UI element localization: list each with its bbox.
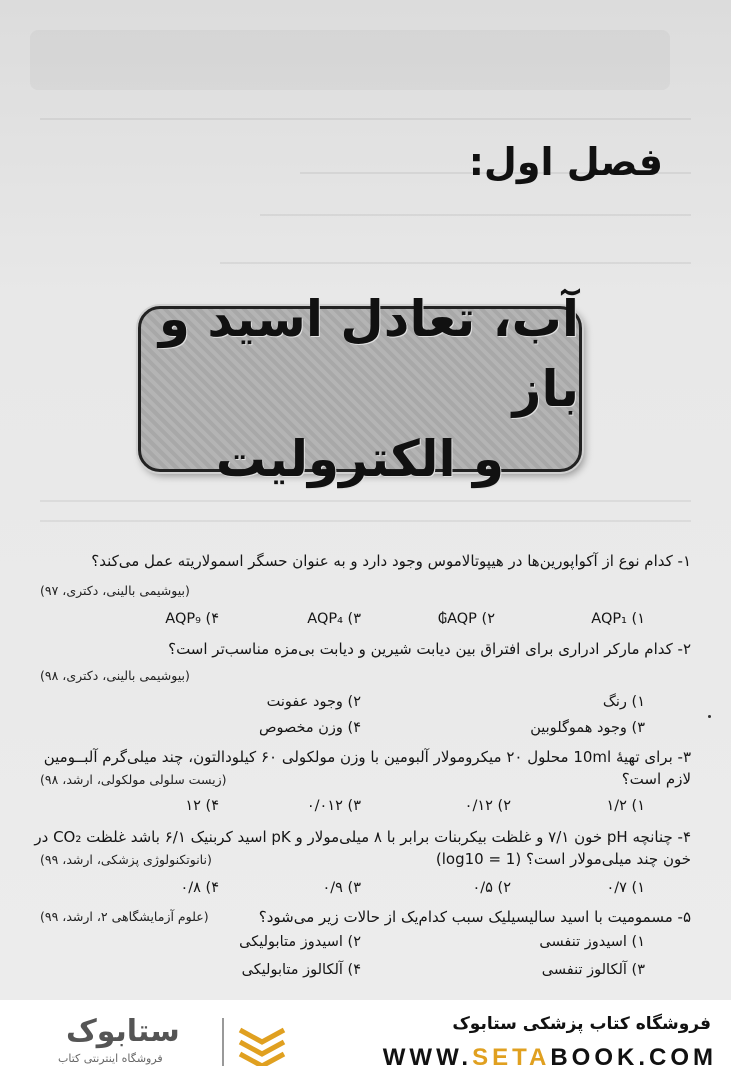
- bleed-through-line: [40, 118, 691, 120]
- question-3-source: (زیست سلولی مولکولی، ارشد، ۹۸): [40, 772, 227, 787]
- bleed-through-header: [30, 30, 670, 90]
- logo-wordmark: ستابوک: [66, 1014, 180, 1049]
- question-2-option-1: ۱) رنگ: [602, 694, 645, 710]
- store-logo[interactable]: [36, 1014, 286, 1070]
- question-1-source: (بیوشیمی بالینی، دکتری، ۹۷): [40, 583, 190, 598]
- chapter-title-line-1: آب، تعادل اسید و باز: [158, 290, 579, 418]
- question-2-source: (بیوشیمی بالینی، دکتری، ۹۸): [40, 668, 190, 683]
- question-2-option-2: ۲) وجود عفونت: [266, 694, 361, 710]
- question-4-option-3: ۳) ۰/۹: [322, 880, 361, 896]
- question-2-text: ۲- کدام مارکر ادراری برای افتراق بین دیابت شیرین و دیابت بی‌مزه مناسب‌تر است؟: [168, 640, 691, 658]
- question-1-option-1: ۱) AQP₁: [591, 611, 645, 627]
- store-footer: [0, 1000, 731, 1080]
- logo-tagline: فروشگاه اینترنتی کتاب: [58, 1052, 163, 1065]
- question-4-text: ۴- چنانچه pH خون ۷/۱ و غلظت بیکربنات برابر با ۸ میلی‌مولار و pK اسید کربنیک ۶/۱ باشد غلظت CO₂ در خون چند میلی‌مولار است؟ (log10 = 1): [34, 828, 691, 868]
- question-3-option-4: ۴) ۱۲: [185, 798, 219, 814]
- question-3-option-3: ۳) ۰/۰۱۲: [306, 798, 361, 814]
- question-1-option-2: ۲) AQP₲: [437, 611, 495, 627]
- bleed-through-line: [260, 214, 691, 216]
- question-1-option-3: ۳) AQP₄: [307, 611, 361, 627]
- question-2-option-4: ۴) وزن مخصوص: [258, 720, 361, 736]
- book-stack-icon: [236, 1022, 288, 1066]
- store-name: فروشگاه کتاب پزشکی ستابوک: [452, 1014, 711, 1034]
- question-4-option-1: ۱) ۰/۷: [606, 880, 645, 896]
- bleed-through-line: [40, 520, 691, 522]
- url-suffix: BOOK.COM: [550, 1044, 717, 1071]
- chapter-title-box: [138, 290, 582, 488]
- page-speck: [708, 715, 711, 718]
- question-4-option-2: ۲) ۰/۵: [472, 880, 511, 896]
- question-1-option-4: ۴) AQP₉: [165, 611, 219, 627]
- bleed-through-line: [220, 262, 691, 264]
- question-5-source: (علوم آزمایشگاهی ۲، ارشد، ۹۹): [40, 909, 209, 924]
- store-url-link[interactable]: [383, 1044, 717, 1072]
- question-4-source: (نانوتکنولوژی پزشکی، ارشد، ۹۹): [40, 852, 212, 867]
- question-5-option-3: ۳) آلکالوز تنفسی: [541, 962, 645, 978]
- question-3-option-2: ۲) ۰/۱۲: [464, 798, 511, 814]
- question-5-text: ۵- مسمومیت با اسید سالیسیلیک سبب کدام‌یک از حالات زیر می‌شود؟: [258, 908, 691, 926]
- url-highlight: SETA: [472, 1044, 551, 1071]
- chapter-title-line-2: و الکترولیت: [215, 430, 505, 488]
- question-3-text: ۳- برای تهیهٔ 10ml محلول ۲۰ میکرومولار آلبومین با وزن مولکولی ۶۰ کیلودالتون، چند میلی‌گرم آلبــومین لازم است؟: [43, 748, 691, 788]
- url-prefix: WWW.: [382, 1044, 473, 1071]
- chapter-heading: فصل اول:: [468, 140, 663, 184]
- question-5-option-1: ۱) اسیدوز تنفسی: [539, 934, 645, 950]
- logo-divider: [222, 1018, 224, 1066]
- question-4-option-4: ۴) ۰/۸: [180, 880, 219, 896]
- question-1-text: ۱- کدام نوع از آکواپورین‌ها در هیپوتالاموس وجود دارد و به عنوان حسگر اسمولاریته عمل می‌کند؟: [91, 552, 691, 570]
- question-2-option-3: ۳) وجود هموگلوبین: [530, 720, 645, 736]
- question-5-option-4: ۴) آلکالوز متابولیکی: [241, 962, 361, 978]
- question-5-option-2: ۲) اسیدوز متابولیکی: [239, 934, 361, 950]
- question-3-option-1: ۱) ۱/۲: [606, 798, 645, 814]
- bleed-through-line: [40, 500, 691, 502]
